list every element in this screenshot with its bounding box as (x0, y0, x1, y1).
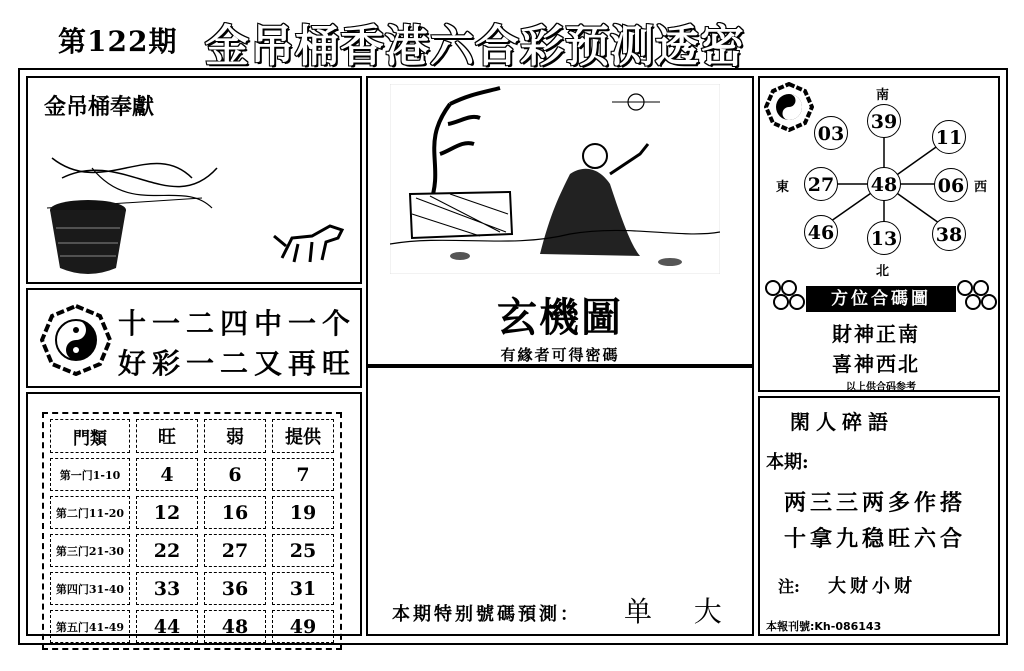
chat-line-2: 十拿九稳旺六合 (784, 526, 967, 552)
row-label: 第二门11-20 (50, 496, 130, 529)
compass-number-w: 27 (804, 167, 838, 201)
row-label: 第四门31-40 (50, 572, 130, 605)
numbers-table (44, 414, 340, 648)
compass-number-se: 38 (932, 217, 966, 251)
header-tigong: 提供 (272, 419, 334, 453)
table-row (50, 534, 334, 567)
mystery-title: 玄機圖 (497, 294, 623, 341)
mystery-panel (366, 76, 754, 366)
cell-wang: 22 (136, 534, 198, 567)
table-row (50, 610, 334, 643)
numbers-table-wrap (42, 412, 342, 650)
compass-number-s: 13 (867, 221, 901, 255)
chat-line-1: 两三三两多作搭 (784, 490, 967, 516)
cell-tigong: 31 (272, 572, 334, 605)
cell-tigong: 25 (272, 534, 334, 567)
header-wang: 旺 (136, 419, 198, 453)
row-label: 第一门1-10 (50, 458, 130, 491)
yin-yang-icon (40, 304, 112, 376)
direction-south: 南 (876, 88, 890, 103)
poem-line-1: 十一二四中一个 (118, 307, 357, 340)
numbers-panel (26, 392, 362, 636)
cloud-left-icon (764, 278, 806, 314)
table-row (50, 572, 334, 605)
special-value: 单 大 (624, 595, 730, 628)
row-label: 第三门21-30 (50, 534, 130, 567)
compass-number-sw: 46 (804, 215, 838, 249)
cell-ruo: 6 (204, 458, 266, 491)
compass-number-e: 06 (934, 168, 968, 202)
compass-banner: 方位合碼圖 (806, 286, 956, 312)
direction-north: 北 (876, 264, 890, 279)
compass-number-ne: 11 (932, 120, 966, 154)
compass-number-nw: 03 (814, 116, 848, 150)
mystery-illustration (390, 84, 720, 274)
joy-god-direction: 喜神西北 (832, 352, 920, 376)
cell-tigong: 7 (272, 458, 334, 491)
chat-note-label: 注: (778, 577, 800, 596)
bucket-illustration (42, 138, 352, 278)
poem-panel (26, 288, 362, 388)
offering-title: 金吊桶奉獻 (44, 95, 155, 120)
compass-note: 以上供合码参考 (846, 382, 916, 393)
publication-code: 本報刊號:Kh-086143 (766, 620, 882, 633)
cell-ruo: 36 (204, 572, 266, 605)
header-ruo: 弱 (204, 419, 266, 453)
table-row (50, 496, 334, 529)
direction-west: 西 (974, 180, 988, 195)
chat-note: 大财小财 (828, 576, 916, 597)
direction-east: 東 (776, 180, 790, 195)
table-row (50, 458, 334, 491)
chat-panel (758, 396, 1000, 636)
compass-number-n: 39 (867, 104, 901, 138)
cell-wang: 12 (136, 496, 198, 529)
row-label: 第五门41-49 (50, 610, 130, 643)
chat-period-label: 本期: (766, 452, 809, 473)
poem-line-2: 好彩一二又再旺 (118, 347, 357, 380)
table-header-row (50, 419, 334, 453)
cell-ruo: 48 (204, 610, 266, 643)
cell-tigong: 19 (272, 496, 334, 529)
compass-panel (758, 76, 1000, 392)
wealth-god-direction: 財神正南 (832, 322, 920, 346)
cell-ruo: 16 (204, 496, 266, 529)
offering-panel (26, 76, 362, 284)
issue-number: 第122期 (58, 25, 178, 58)
cell-tigong: 49 (272, 610, 334, 643)
special-panel (366, 366, 754, 636)
compass-number-center: 48 (867, 167, 901, 201)
cloud-right-icon (956, 278, 998, 314)
cell-wang: 4 (136, 458, 198, 491)
chat-title: 閑人碎語 (790, 410, 894, 434)
cell-ruo: 27 (204, 534, 266, 567)
mystery-subtitle: 有緣者可得密碼 (500, 346, 620, 364)
cell-wang: 33 (136, 572, 198, 605)
special-label: 本期特别號碼預測： (392, 604, 581, 625)
page-title: 金吊桶香港六合彩预测透密 (205, 21, 745, 72)
cell-wang: 44 (136, 610, 198, 643)
header-category: 門類 (50, 419, 130, 453)
